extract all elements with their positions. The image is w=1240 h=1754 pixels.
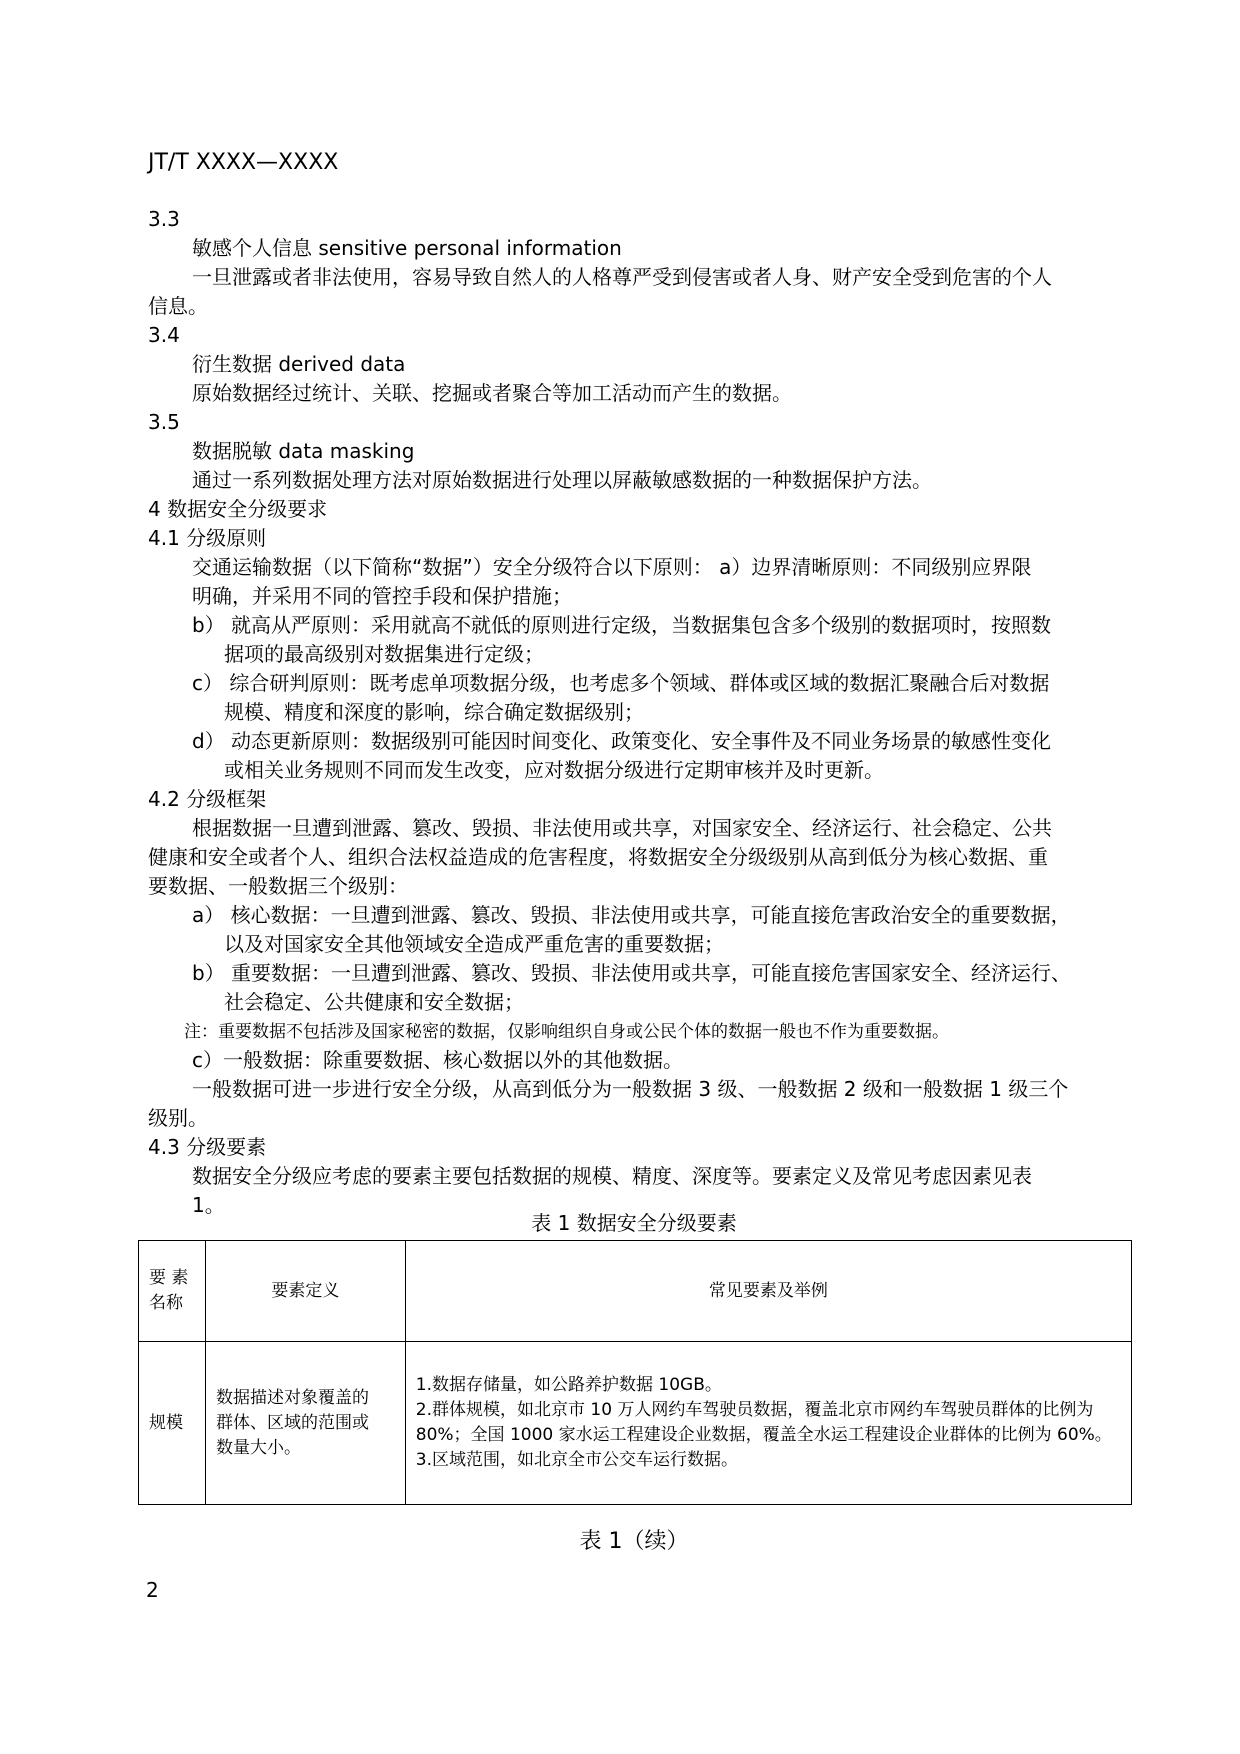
page-number: 2 xyxy=(146,1578,159,1602)
section-3-3-term: 敏感个人信息 sensitive personal information xyxy=(192,236,622,260)
section-3-3-definition-line2: 信息。 xyxy=(148,294,208,318)
section-3-5-term: 数据脱敏 data masking xyxy=(192,439,415,463)
section-4-3-title: 4.3 分级要素 xyxy=(148,1135,267,1159)
table-1-caption: 表 1 数据安全分级要素 xyxy=(531,1211,737,1235)
section-4-3-text-line1: 数据安全分级应考虑的要素主要包括数据的规模、精度、深度等。要素定义及常见考虑因素见表 xyxy=(192,1164,1032,1188)
row-scale-example-1: 1.数据存储量，如公路养护数据 10GB。 xyxy=(415,1375,722,1395)
section-4-1-title: 4.1 分级原则 xyxy=(148,526,267,550)
section-4-1-item-c-line2: 规模、精度和深度的影响，综合确定数据级别； xyxy=(224,700,644,724)
section-4-2-title: 4.2 分级框架 xyxy=(148,787,267,811)
section-4-2-intro-line1: 根据数据一旦遭到泄露、篡改、毁损、非法使用或共享，对国家安全、经济运行、社会稳定、公共 xyxy=(192,816,1052,840)
row-scale-name: 规模 xyxy=(139,1342,206,1505)
section-4-2-intro-line3: 要数据、一般数据三个级别： xyxy=(148,874,408,898)
row-scale-definition-line1: 数据描述对象覆盖的 xyxy=(215,1387,369,1408)
section-4-2-item-c: c）一般数据：除重要数据、核心数据以外的其他数据。 xyxy=(192,1048,683,1072)
row-scale-definition xyxy=(205,1342,405,1505)
section-4-1-item-d-line1: d） 动态更新原则：数据级别可能因时间变化、政策变化、安全事件及不同业务场景的敏感性变化 xyxy=(192,729,1052,753)
section-3-3-number: 3.3 xyxy=(148,207,180,231)
header-element-name-line2: 名称 xyxy=(149,1293,183,1313)
header-element-definition: 要素定义 xyxy=(205,1241,405,1342)
section-4-2-general-line2: 级别。 xyxy=(148,1106,208,1130)
header-common-elements-examples: 常见要素及举例 xyxy=(405,1241,1131,1342)
header-element-name xyxy=(139,1241,206,1342)
table-1-continued-caption: 表 1（续） xyxy=(579,1529,689,1554)
section-4-1-item-c-line1: c） 综合研判原则：既考虑单项数据分级，也考虑多个领域、群体或区域的数据汇聚融合后对数据 xyxy=(192,671,1050,695)
header-element-name-line1: 要 素 xyxy=(149,1268,189,1288)
row-scale-example-3: 3.区域范围，如北京全市公交车运行数据。 xyxy=(415,1450,738,1470)
section-3-3-definition-line1: 一旦泄露或者非法使用，容易导致自然人的人格尊严受到侵害或者人身、财产安全受到危害的个人 xyxy=(192,265,1052,289)
standard-number: JT/T XXXX—XXXX xyxy=(148,150,339,175)
section-4-1-intro-line1: 交通运输数据（以下简称“数据”）安全分级符合以下原则： a）边界清晰原则：不同级别应界限 xyxy=(192,555,1032,579)
section-4-2-item-a-line1: a） 核心数据：一旦遭到泄露、篡改、毁损、非法使用或共享，可能直接危害政治安全的重要数据， xyxy=(192,903,1071,927)
section-4-1-item-b-line1: b） 就高从严原则：采用就高不就低的原则进行定级，当数据集包含多个级别的数据项时，按照数 xyxy=(192,613,1052,637)
table-row xyxy=(139,1342,1132,1505)
section-4-2-item-b-line2: 社会稳定、公共健康和安全数据； xyxy=(224,990,524,1014)
row-scale-example-2: 2.群体规模，如北京市 10 万人网约车驾驶员数据，覆盖北京市网约车驾驶员群体的比例为 80%；全国 1000 家水运工程建设企业数据，覆盖全水运工程建设企业群体的比例为 60%。 xyxy=(415,1400,1112,1445)
section-4-2-item-a-line2: 以及对国家安全其他领域安全造成严重危害的重要数据； xyxy=(224,932,724,956)
section-4-2-note: 注：重要数据不包括涉及国家秘密的数据，仅影响组织自身或公民个体的数据一般也不作为重要数据。 xyxy=(184,1022,949,1042)
section-3-4-definition: 原始数据经过统计、关联、挖掘或者聚合等加工活动而产生的数据。 xyxy=(192,381,792,405)
section-4-2-general-line1: 一般数据可进一步进行安全分级，从高到低分为一般数据 3 级、一般数据 2 级和一般数据 1 级三个 xyxy=(192,1077,1069,1101)
table-header-row xyxy=(139,1241,1132,1342)
section-4-2-item-b-line1: b） 重要数据：一旦遭到泄露、篡改、毁损、非法使用或共享，可能直接危害国家安全、经济运行、 xyxy=(192,961,1072,985)
section-4-1-item-b-line2: 据项的最高级别对数据集进行定级； xyxy=(224,642,544,666)
section-4-1-item-d-line2: 或相关业务规则不同而发生改变，应对数据分级进行定期审核并及时更新。 xyxy=(224,758,884,782)
row-scale-definition-line3: 数量大小。 xyxy=(215,1437,301,1458)
data-security-elements-table xyxy=(138,1240,1132,1505)
section-4-2-intro-line2: 健康和安全或者个人、组织合法权益造成的危害程度，将数据安全分级级别从高到低分为核心数据、重 xyxy=(148,845,1048,869)
section-3-5-definition: 通过一系列数据处理方法对原始数据进行处理以屏蔽敏感数据的一种数据保护方法。 xyxy=(192,468,932,492)
section-4-1-intro-line2: 明确，并采用不同的管控手段和保护措施； xyxy=(192,584,572,608)
row-scale-definition-line2: 群体、区域的范围或 xyxy=(215,1412,369,1433)
chapter-4-title: 4 数据安全分级要求 xyxy=(148,497,328,521)
section-4-3-text-line2: 1。 xyxy=(192,1193,225,1217)
row-scale-examples xyxy=(405,1342,1131,1505)
section-3-4-number: 3.4 xyxy=(148,323,180,347)
section-3-5-number: 3.5 xyxy=(148,410,180,434)
section-3-4-term: 衍生数据 derived data xyxy=(192,352,406,376)
